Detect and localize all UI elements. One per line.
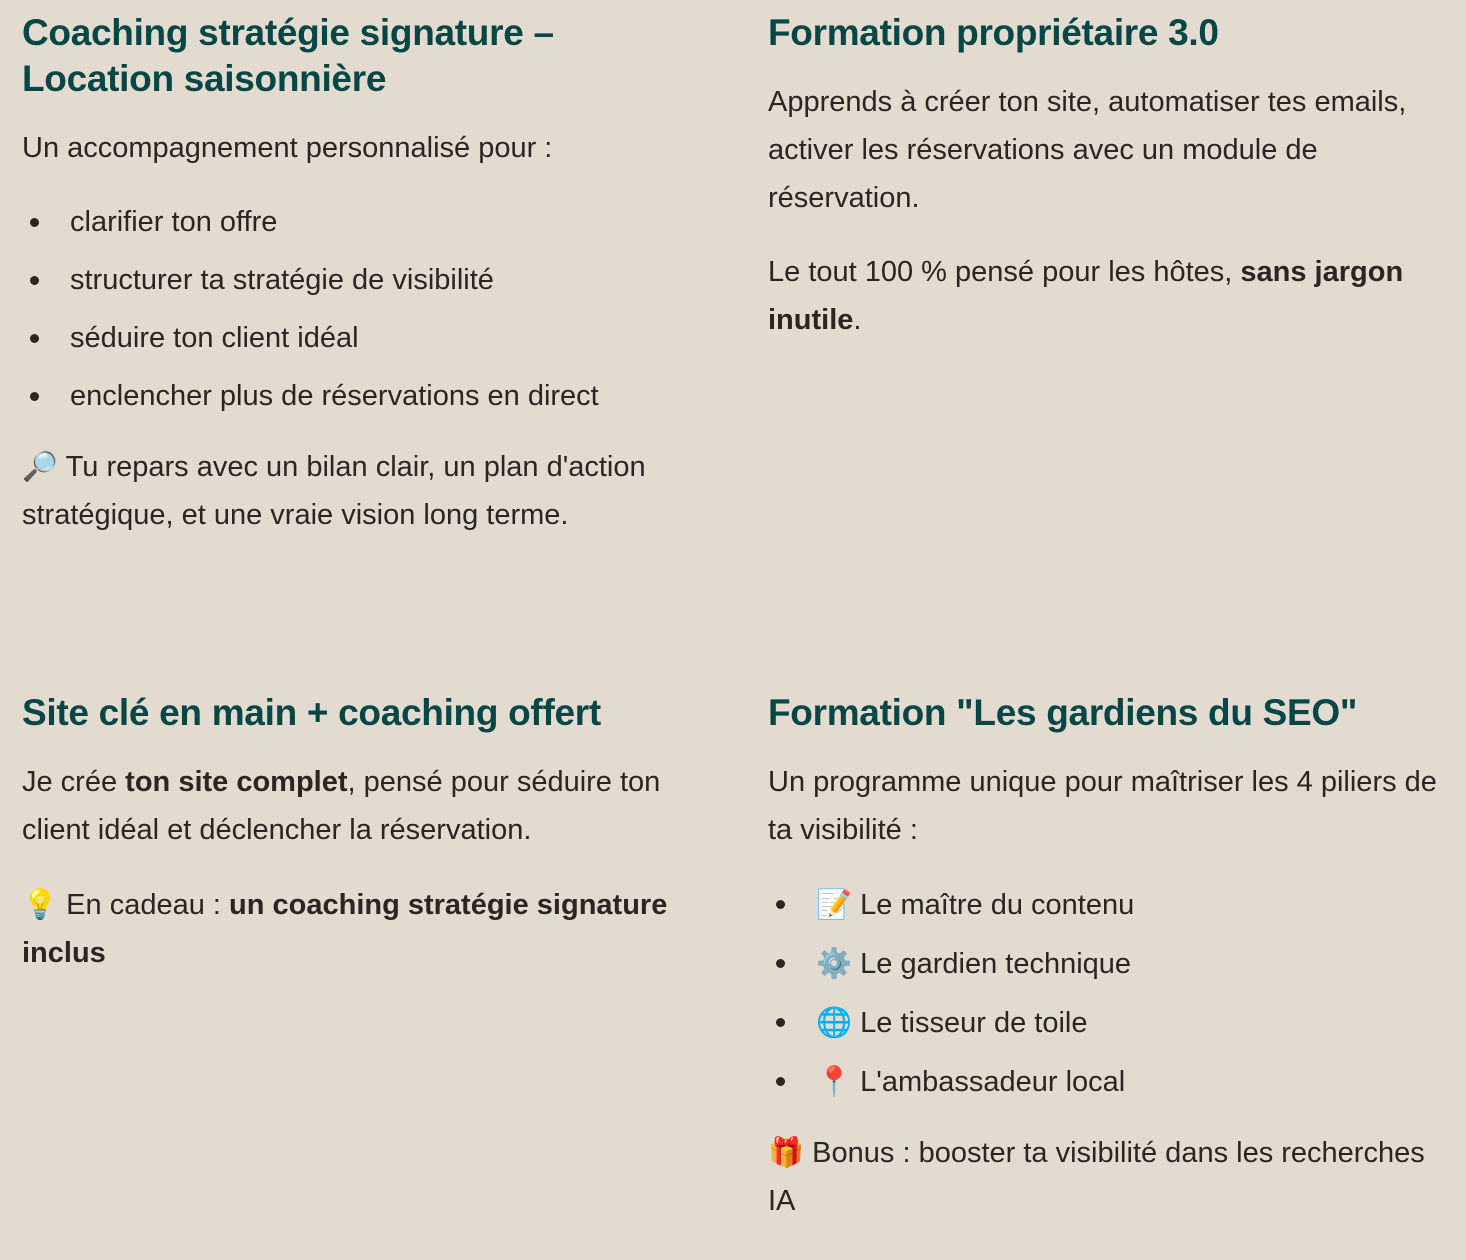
card-formation-seo bbox=[768, 690, 1438, 1251]
card-bonus: 🎁 Bonus : booster ta visibilité dans les recherches IA bbox=[768, 1135, 1425, 1217]
card-title: Formation "Les gardiens du SEO" bbox=[768, 692, 1358, 733]
card-outro: 🔎 Tu repars avec un bilan clair, un plan d'action stratégique, et une vraie vision long terme. bbox=[22, 449, 646, 531]
list-item: 📝 Le maître du contenu bbox=[768, 880, 1438, 929]
lightbulb-icon: 💡 bbox=[22, 887, 59, 921]
gear-icon: ⚙️ bbox=[816, 946, 853, 980]
card-formation-proprietaire bbox=[768, 10, 1438, 370]
bullet-icon bbox=[776, 1077, 785, 1086]
card-title: Coaching stratégie signature – Location saisonnière bbox=[22, 12, 554, 99]
card-title: Site clé en main + coaching offert bbox=[22, 692, 601, 733]
pillars-list bbox=[768, 880, 1438, 1106]
card-note: Le tout 100 % pensé pour les hôtes, sans jargon inutile. bbox=[768, 256, 1404, 336]
list-item: ⚙️ Le gardien technique bbox=[768, 939, 1438, 988]
bullet-icon bbox=[30, 218, 39, 227]
globe-icon: 🌐 bbox=[816, 1005, 853, 1039]
bullet-icon bbox=[776, 900, 785, 909]
card-title: Formation propriétaire 3.0 bbox=[768, 12, 1219, 53]
magnifier-icon: 🔎 bbox=[22, 449, 59, 483]
card-intro: Un programme unique pour maîtriser les 4 piliers de ta visibilité : bbox=[768, 766, 1437, 846]
benefits-list bbox=[22, 198, 692, 420]
list-item: 🌐 Le tisseur de toile bbox=[768, 998, 1438, 1047]
bullet-icon bbox=[30, 276, 39, 285]
card-description: Je crée ton site complet, pensé pour séduire ton client idéal et déclencher la réservation. bbox=[22, 766, 661, 846]
gift-icon: 🎁 bbox=[768, 1135, 805, 1169]
card-gift: 💡 En cadeau : un coaching stratégie signature inclus bbox=[22, 887, 668, 969]
list-item: structurer ta stratégie de visibilité bbox=[22, 256, 692, 304]
card-coaching-strategie bbox=[22, 10, 692, 565]
list-item: séduire ton client idéal bbox=[22, 314, 692, 362]
list-item: 📍 L'ambassadeur local bbox=[768, 1057, 1438, 1106]
bullet-icon bbox=[776, 959, 785, 968]
card-intro: Un accompagnement personnalisé pour : bbox=[22, 132, 553, 164]
card-description: Apprends à créer ton site, automatiser tes emails, activer les réservations avec un module de réservation. bbox=[768, 86, 1407, 214]
bullet-icon bbox=[776, 1018, 785, 1027]
card-site-cle-en-main bbox=[22, 690, 692, 1003]
list-item: enclencher plus de réservations en direct bbox=[22, 372, 692, 420]
list-item: clarifier ton offre bbox=[22, 198, 692, 246]
bullet-icon bbox=[30, 392, 39, 401]
memo-icon: 📝 bbox=[816, 887, 853, 921]
bullet-icon bbox=[30, 334, 39, 343]
pin-icon: 📍 bbox=[816, 1064, 853, 1098]
